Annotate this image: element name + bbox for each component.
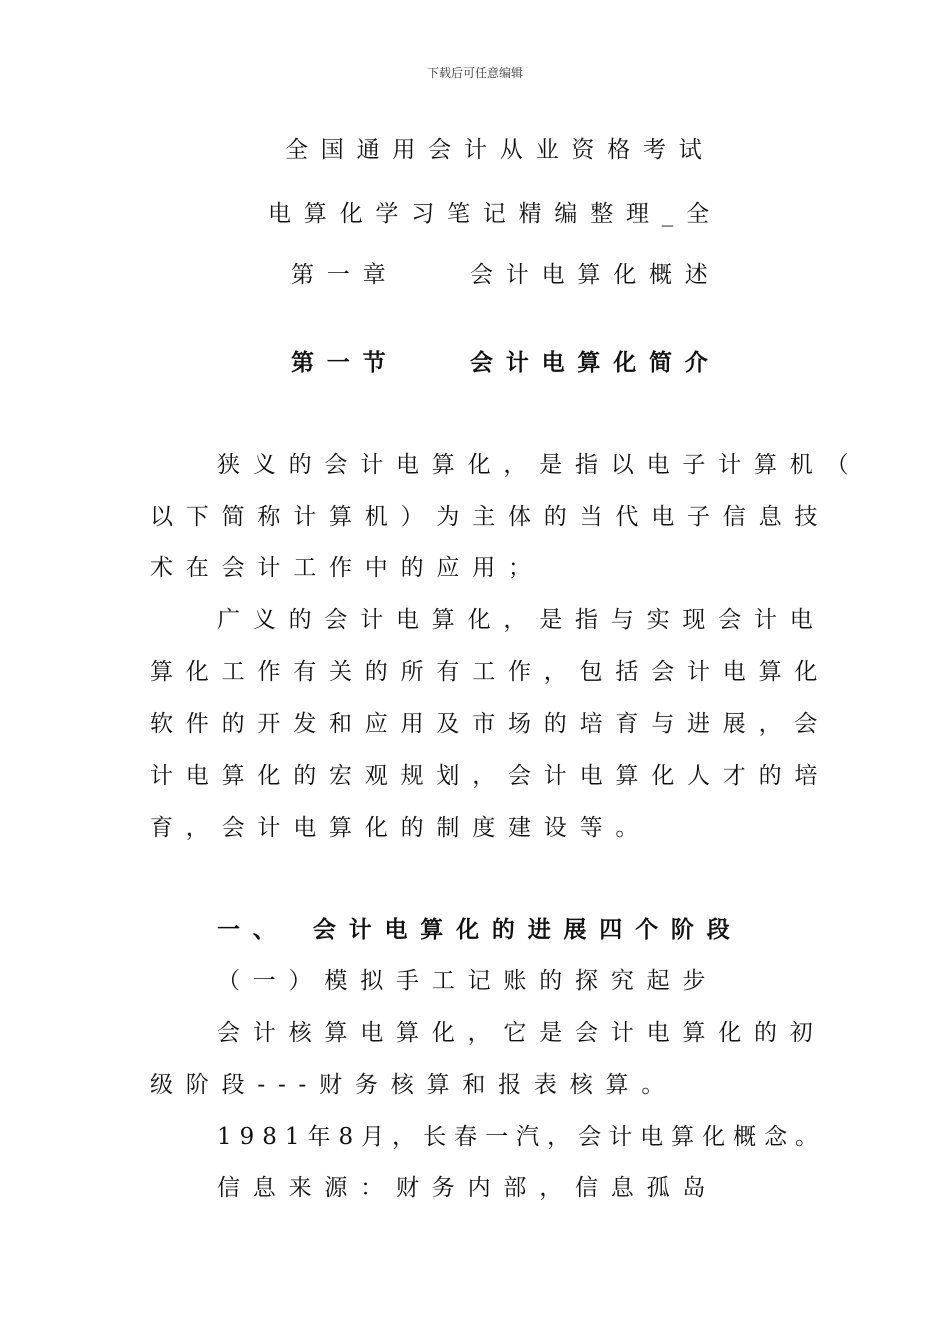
header-note: 下载后可任意编辑	[426, 66, 523, 80]
paragraph-line: 育，会计电算化的制度建设等。	[150, 815, 652, 841]
document-subtitle: 电算化学习笔记精编整理_全	[268, 201, 722, 227]
paragraph-line: 会计核算电算化，它是会计电算化的初	[217, 1020, 826, 1046]
paragraph-line: 算化工作有关的所有工作，包括会计电算化	[150, 659, 831, 685]
paragraph-line: 术在会计工作中的应用；	[150, 555, 544, 581]
paragraph-line: 1981年8月，长春一汽，会计电算化概念。	[217, 1124, 827, 1150]
paragraph-line: 计电算化的宏观规划，会计电算化人才的培	[150, 763, 831, 789]
paragraph-line: 广义的会计电算化，是指与实现会计电	[217, 607, 826, 633]
chapter-heading: 第一章 会计电算化概述	[291, 262, 721, 288]
section-heading: 第一节 会计电算化简介	[291, 349, 721, 376]
sub-heading: （一）模拟手工记账的探究起步	[217, 968, 719, 994]
paragraph-line: 级阶段---财务核算和报表核算。	[150, 1072, 678, 1098]
paragraph-line: 信息来源：财务内部，信息孤岛	[217, 1175, 719, 1201]
paragraph-line: 狭义的会计电算化，是指以电子计算机（	[217, 452, 862, 478]
subsection-heading: 一、 会计电算化的进展四个阶段	[217, 916, 743, 943]
document-title: 全国通用会计从业资格考试	[285, 137, 715, 163]
paragraph-line: 软件的开发和应用及市场的培育与进展，会	[150, 711, 831, 737]
paragraph-line: 以下简称计算机）为主体的当代电子信息技	[150, 504, 831, 530]
